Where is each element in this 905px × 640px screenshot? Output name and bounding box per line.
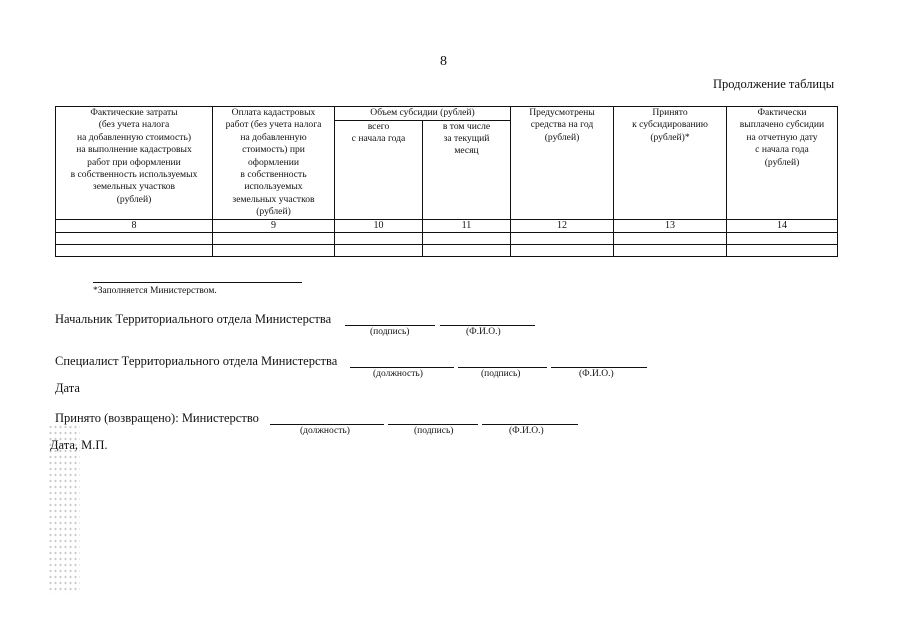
table-cell <box>727 232 838 244</box>
header-total-since-year-start: всего с начала года <box>335 120 423 219</box>
head-name-line[interactable] <box>440 325 535 326</box>
table-row <box>56 232 838 244</box>
head-signature-label: Начальник Территориального отдела Министерства <box>55 312 332 326</box>
table-cell <box>423 244 511 256</box>
column-number: 13 <box>614 219 727 232</box>
date-label: Дата <box>55 381 80 395</box>
specialist-signature-line[interactable] <box>458 367 547 368</box>
table-cell <box>335 244 423 256</box>
continuation-label: Продолжение таблицы <box>713 77 835 91</box>
table-cell <box>511 244 614 256</box>
column-number: 10 <box>335 219 423 232</box>
column-number: 14 <box>727 219 838 232</box>
header-planned-funds: Предусмотрены средства на год (рублей) <box>511 107 614 220</box>
table-cell <box>614 244 727 256</box>
report-table <box>55 106 838 257</box>
specialist-name-caption: (Ф.И.О.) <box>579 369 614 379</box>
ministry-signature-caption: (подпись) <box>414 426 454 436</box>
table-row <box>56 244 838 256</box>
head-name-caption: (Ф.И.О.) <box>466 327 501 337</box>
header-actual-paid: Фактически выплачено субсидии на отчетную дату с начала года (рублей) <box>727 107 838 220</box>
table-cell <box>213 232 335 244</box>
column-number: 12 <box>511 219 614 232</box>
scan-artifact <box>48 424 80 594</box>
header-current-month: в том числе за текущий месяц <box>423 120 511 219</box>
column-number: 11 <box>423 219 511 232</box>
table-cell <box>511 232 614 244</box>
column-number: 8 <box>56 219 213 232</box>
ministry-position-line[interactable] <box>270 424 384 425</box>
column-number: 9 <box>213 219 335 232</box>
table-cell <box>727 244 838 256</box>
table-cell <box>335 232 423 244</box>
ministry-signature-line[interactable] <box>388 424 478 425</box>
header-accepted-subsidy: Принято к субсидированию (рублей)* <box>614 107 727 220</box>
header-cadastral-payment: Оплата кадастровых работ (без учета налога на добавленную стоимость) при оформлении в собственность используемых земельных участков (рублей) <box>213 107 335 220</box>
footnote: *Заполняется Министерством. <box>93 286 217 296</box>
column-numbers-row <box>56 219 838 232</box>
specialist-signature-label: Специалист Территориального отдела Министерства <box>55 354 338 368</box>
specialist-position-line[interactable] <box>350 367 454 368</box>
specialist-position-caption: (должность) <box>373 369 423 379</box>
ministry-position-caption: (должность) <box>300 426 350 436</box>
table-cell <box>56 244 213 256</box>
specialist-name-line[interactable] <box>551 367 647 368</box>
date-stamp-label: Дата, М.П. <box>50 438 108 452</box>
footnote-separator <box>93 282 302 283</box>
table-cell <box>614 232 727 244</box>
page-number: 8 <box>440 54 447 69</box>
header-actual-costs: Фактические затраты (без учета налога на добавленную стоимость) на выполнение кадастровых работ при оформлении в собственность используемых земельных участков (рублей) <box>56 107 213 220</box>
ministry-name-caption: (Ф.И.О.) <box>509 426 544 436</box>
ministry-accepted-label: Принято (возвращено): Министерство <box>55 411 259 425</box>
head-signature-caption: (подпись) <box>370 327 410 337</box>
table-cell <box>213 244 335 256</box>
table-cell <box>56 232 213 244</box>
ministry-name-line[interactable] <box>482 424 578 425</box>
specialist-signature-caption: (подпись) <box>481 369 521 379</box>
header-subsidy-volume: Объем субсидии (рублей) <box>335 107 511 121</box>
table-cell <box>423 232 511 244</box>
head-signature-line[interactable] <box>345 325 435 326</box>
